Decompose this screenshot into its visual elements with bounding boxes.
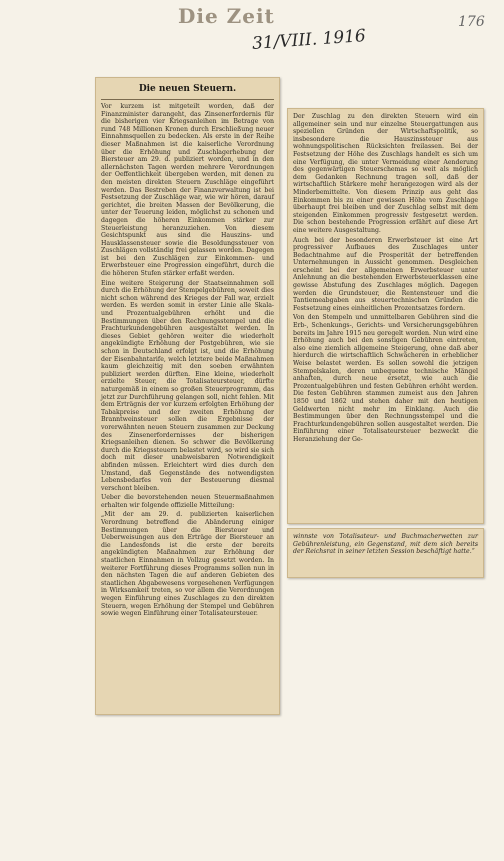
article-paragraph: winnste von Totalisateur- und Buchmacherwetten zur Gebührenleistung, ein Gegenstand, mit dem sich bereits der Reichsrat in seiner letzten Session beschäftigt hatte.“ [293,533,478,556]
headline-rule [101,99,274,100]
clipping-continuation [287,528,484,578]
article-paragraph: Der Zuschlag zu den direkten Steuern wird ein allgemeiner sein und nur einzelne Steuergattungen aus speziellen Gründen der Wirtschaftspolitik, so insbesondere die Hauszinssteuer aus wohnungspolitischen Rücksichten freilassen. Bei der Festsetzung der Höhe des Zuschlags handelt es sich um eine Verfügung, die unter Vermeidung einer Aenderung des gegenwärtigen Steuerschemas so weit als möglich dem Gedanken Rechnung tragen soll, daß der wirtschaftlich Stärkere mehr herangezogen wird als der Minderbemittelte. Von diesem Prinzip aus geht das Einkommen bis zu einer gewissen Höhe vom Zuschlage überhaupt frei bleiben und der Zuschlag selbst mit dem steigenden Einkommen progressiv festgesetzt werden. Die schon bestehende Progression erfährt auf diese Art eine weitere Ausgestaltung. [293,113,478,234]
page-number: 176 [458,14,485,30]
article-paragraph: „Mit der am 29. d. publizierten kaiserlichen Verordnung betreffend die Abänderung einiger Bestimmungen über die Biersteuer und Ueberweisungen aus den Erträge der Biersteuer an die Landesfonds ist die erste der bereits angekündigten Maßnahmen zur Erhöhung der staatlichen Einnahmen in Vollzug gesetzt worden. In weiterer Fortführung dieses Programms sollen nun in den nächsten Tagen die auf anderen Gebieten des staatlichen Abgabewesens vorgesehenen Verfügungen in Wirksamkeit treten, so vor allem die Verordnungen wegen Einführung eines Zuschlages zu den direkten Steuern, wegen Erhöhung der Stempel und Gebühren sowie wegen Einführung einer Totalisateursteuer. [101,511,274,618]
article-paragraph: Eine weitere Steigerung der Staatseinnahmen soll durch die Erhöhung der Stempelgebühren, soweit dies nicht schon während des Krieges der Fall war, erzielt werden. Es werden somit in erster Linie alle Skala- und Prozentualgebühren erhöht und die Bestimmungen über den Rechnungsstempel und die Frachturkundengebühren ausgestaltet werden. In dieses Gebiet gehören weiter die wiederholt angekündigte Erhöhung der Postgebühren, wie sie schon in Deutschland erfolgt ist, und die Erhöhung der Eisenbahntarife, welch letztere beide Maßnahmen kaum gleichzeitig mit den soeben erwähnten publiziert werden dürften. Eine kleine, wiederholt erzielte Steuer, die Totalisateursteuer, dürfte naturgemäß in einem so großen Steuerprogramm, das jetzt zur Durchführung gelangen soll, nicht fehlen. Mit dem Erträgnis der vor kurzem erfolgten Erhöhung der Tabakpreise und der zweiten Erhöhung der Branntweinsteuer sollen die Ergebnisse der vorerwähnten neuen Steuern zusammen zur Deckung des Zinsenerfordernisses der bisherigen Kriegsanleihen dienen. So schwer die Bevölkerung durch die Kriegssteuern belastet wird, so wird sie sich doch mit dieser unabweisbaren Notwendigkeit abfinden müssen. Erleichtert wird dies durch den Umstand, daß Gegenstände des notwendigsten Lebensbedarfes von der Besteuerung diesmal verschont bleiben. [101,279,274,492]
handwritten-date: 31/VIII. 1916 [251,26,367,54]
newspaper-masthead: Die Zeit [178,4,275,28]
article-headline: Die neuen Steuern. [138,84,237,94]
article-paragraph: Vor kurzem ist mitgeteilt worden, daß der Finanzminister darangeht, das Zinsenerfordernis für die bisherigen vier Kriegsanleihen im Betrage von rund 748 Millionen Kronen durch Erschließung neuer Einnahmsquellen zu bedecken. Als erste in der Reihe dieser Maßnahmen ist die kaiserliche Verordnung über die Erhöhung und Zuschlagerhebung der Biersteuer am 29. d. publiziert worden, und in den allernächsten Tagen werden mehrere Verordnungen der Oeffentlichkeit übergeben werden, mit denen zu den meisten direkten Steuern Zuschläge eingeführt werden. Das Bestreben der Finanzverwaltung ist bei Festsetzung der Zuschläge war, wie wir hören, darauf gerichtet, die breiten Massen der Bevölkerung, die unter der Teuerung leiden, möglichst zu schonen und dagegen die höheren Einkommen stärker zur Steuerleistung heranzuziehen. Von diesem Gesichtspunkt aus sind die Hauszins- und Hausklassensteuer sowie die Besoldungssteuer von Zuschlägen vollständig frei gelassen worden. Dagegen ist bei den Zuschlägen zur Einkommen- und Erwerbsteuer eine Progression eingeführt, durch die die höheren Stufen stärker erfaßt werden. [101,103,274,278]
article-paragraph: Von den Stempeln und unmittelbaren Gebühren sind die Erb-, Schenkungs-, Gerichts- und Versicherungsgebühren bereits im Jahre 1915 neu geregelt worden. Nun wird eine Erhöhung auch bei den sonstigen Gebühren eintreten, also eine ziemlich allgemeine Steigerung, ohne daß aber hierdurch die wirtschaftlich Schwächeren in erheblicher Weise belastet werden. Es sollen sowohl die jetzigen Stempelskalen, deren unbequeme technische Mängel anhaften, durch neue ersetzt, wie auch die Prozentualgebühren und festen Gebühren erhöht werden. Die festen Gebühren stammen zumeist aus den Jahren 1850 und 1862 und stehen daher mit den heutigen Geldwerten nicht mehr im Einklang. Auch die Bestimmungen über den Rechnungsstempel und die Frachturkundengebühren sollen ausgestaltet werden. Die Einführung einer Totalisateursteuer bezweckt die Heranziehung der Ge- [293,314,478,443]
article-paragraph: Ueber die bevorstehenden neuen Steuermaßnahmen erhalten wir folgende offizielle Mitteilung: [101,494,274,509]
clipping-right [287,108,484,524]
clipping-left [95,77,280,715]
article-paragraph: Auch bei der besonderen Erwerbsteuer ist eine Art progressiver Aufbaues des Zuschlages unter Bedachtnahme auf die Prosperität der betreffenden Unternehmungen in Aussicht genommen. Desgleichen erscheint bei der allgemeinen Erwerbsteuer unter Anlehnung an die bestehenden Erwerbsteuerklassen eine gewisse Abstufung des Zuschlages möglich. Dagegen werden die Grundsteuer, die Rentensteuer und die Tantiemeabgaben aus steuertechnischen Gründen die Festsetzung eines einheitlichen Prozentsatzes fordern. [293,236,478,312]
